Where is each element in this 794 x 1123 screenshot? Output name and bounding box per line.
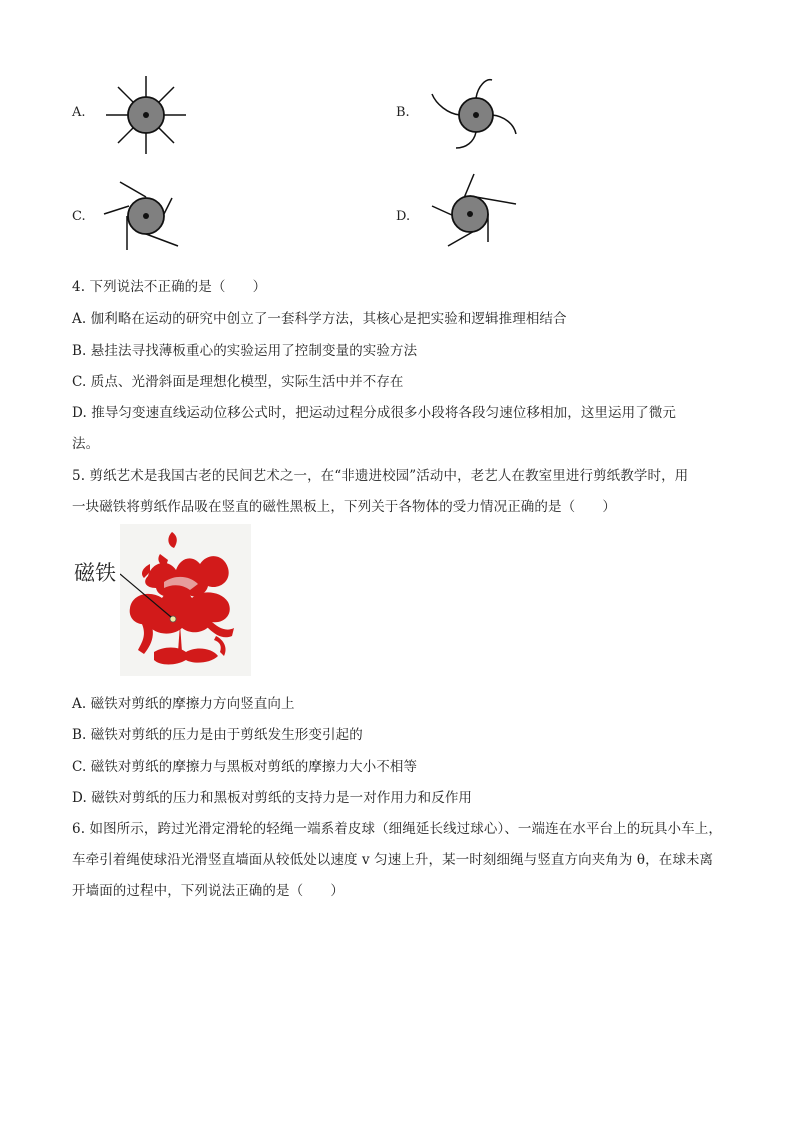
q5-option-c: C. 磁铁对剪纸的摩擦力与黑板对剪纸的摩擦力大小不相等 — [72, 759, 418, 775]
q4-option-c: C. 质点、光滑斜面是理想化模型，实际生活中并不存在 — [72, 374, 404, 390]
q6-line-3: 开墙面的过程中，下列说法正确的是（ ） — [72, 883, 344, 899]
q5-option-a: A. 磁铁对剪纸的摩擦力方向竖直向上 — [72, 696, 295, 712]
q6-line-2: 车牵引着绳使球沿光滑竖直墙面从较低处以速度 v 匀速上升，某一时刻细绳与竖直方向夹角为 θ，在球未离 — [72, 852, 714, 868]
gear-tangent-arms-ccw-icon — [100, 176, 182, 254]
q4-option-a: A. 伽利略在运动的研究中创立了一套科学方法，其核心是把实验和逻辑推理相结合 — [72, 311, 567, 327]
q4-option-d-continued: 法。 — [72, 436, 100, 452]
q5-option-d: D. 磁铁对剪纸的压力和黑板对剪纸的支持力是一对作用力和反作用 — [72, 790, 473, 806]
option-d-label: D. — [396, 209, 411, 224]
q5-stem-line-1: 5. 剪纸艺术是我国古老的民间艺术之一，在“非遗进校园”活动中，老艺人在教室里进行剪纸教学时，用 — [72, 468, 689, 484]
option-b-label: B. — [396, 105, 410, 120]
paper-cut-photo — [120, 524, 251, 676]
option-c-label: C. — [72, 209, 86, 224]
q5-option-b: B. 磁铁对剪纸的压力是由于剪纸发生形变引起的 — [72, 727, 363, 743]
gear-tangent-arms-cw-icon — [428, 172, 518, 252]
magnet-label: 磁铁 — [74, 561, 116, 585]
q6-line-1: 6. 如图所示，跨过光滑定滑轮的轻绳一端系着皮球（细绳延长线过球心）、一端连在水平台上的玩具小车上， — [72, 821, 722, 837]
q4-option-d: D. 推导匀变速直线运动位移公式时，把运动过程分成很多小段将各段匀速位移相加，这里运用了微元 — [72, 405, 677, 421]
q5-stem-line-2: 一块磁铁将剪纸作品吸在竖直的磁性黑板上，下列关于各物体的受力情况正确的是（ ） — [72, 499, 616, 515]
lotus-paper-cut-icon — [120, 524, 251, 676]
q4-option-b: B. 悬挂法寻找薄板重心的实验运用了控制变量的实验方法 — [72, 343, 418, 359]
q4-stem: 4. 下列说法不正确的是（ ） — [72, 279, 267, 295]
gear-curved-arms-icon — [428, 74, 524, 156]
option-a-label: A. — [72, 105, 86, 120]
gear-straight-spokes-icon — [100, 74, 192, 156]
